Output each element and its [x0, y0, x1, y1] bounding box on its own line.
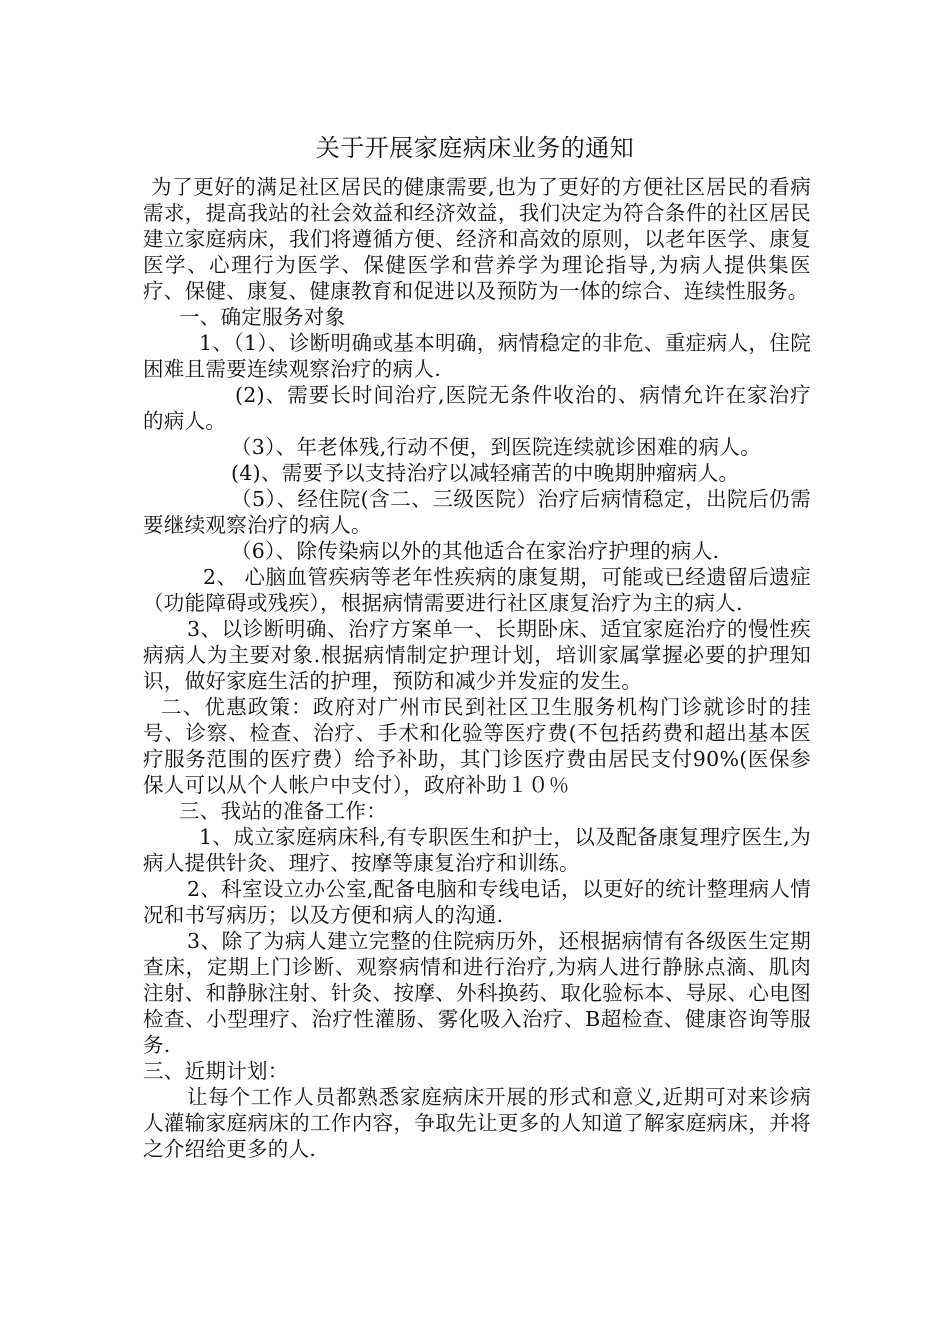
list-item: 2、 心脑血管疾病等老年性疾病的康复期，可能或已经遗留后遗症（功能障碍或残疾），根据病情需要进行社区康复治疗为主的病人. [143, 565, 811, 615]
intro-paragraph: 为了更好的满足社区居民的健康需要,也为了更好的方便社区居民的看病需求，提高我站的社会效益和经济效益，我们决定为符合条件的社区居民建立家庭病床，我们将遵循方便、经济和高效的原则，以老年医学、康复医学、心理行为医学、保健医学和营养学为理论指导,为病人提供集医疗、保健、康复、健康教育和促进以及预防为一体的综合、连续性服务。 [143, 175, 811, 303]
list-item: （3）、年老体残,行动不便，到医院连续就诊困难的病人。 [231, 435, 761, 459]
list-item: (2)、需要长时间治疗,医院无条件收治的、病情允许在家治疗的病人。 [143, 383, 811, 433]
section-heading-service-targets: 一、确定服务对象 [179, 305, 346, 329]
list-item: 3、以诊断明确、治疗方案单一、长期卧床、适宜家庭治疗的慢性疾病病人为主要对象.根据病情制定护理计划，培训家属掌握必要的护理知识，做好家庭生活的护理，预防和减少并发症的发生。 [143, 617, 811, 693]
list-item: 1、（1）、诊断明确或基本明确，病情稳定的非危、重症病人，住院困难且需要连续观察治疗的病人. [143, 331, 811, 381]
section-heading-recent-plan: 三、近期计划： [143, 1059, 289, 1083]
list-item: 3、除了为病人建立完整的住院病历外，还根据病情有各级医生定期查床，定期上门诊断、观察病情和进行治疗,为病人进行静脉点滴、肌肉注射、和静脉注射、针灸、按摩、外科换药、取化验标本、导尿、心电图检查、小型理疗、治疗性灌肠、雾化吸入治疗、B超检查、健康咨询等服务. [143, 929, 811, 1057]
list-item: 1、成立家庭病床科,有专职医生和护士，以及配备康复理疗医生,为病人提供针灸、理疗、按摩等康复治疗和训练。 [143, 825, 811, 875]
list-item: （5）、经住院(含二、三级医院）治疗后病情稳定，出院后仍需要继续观察治疗的病人。 [143, 487, 811, 537]
list-item: (4)、需要予以支持治疗以减轻痛苦的中晚期肿瘤病人。 [231, 461, 740, 485]
list-item: （6）、除传染病以外的其他适合在家治疗护理的病人. [231, 539, 720, 563]
plan-paragraph: 让每个工作人员都熟悉家庭病床开展的形式和意义,近期可对来诊病人灌输家庭病床的工作内容，争取先让更多的人知道了解家庭病床，并将之介绍给更多的人. [143, 1085, 811, 1161]
section-preferential-policy: 二、优惠政策：政府对广州市民到社区卫生服务机构门诊就诊时的挂号、诊察、检查、治疗、手术和化验等医疗费(不包括药费和超出基本医疗服务范围的医疗费）给予补助，其门诊医疗费由居民支付90%(医保参保人可以从个人帐户中支付），政府补助１０％ [143, 695, 811, 797]
list-item: 2、科室设立办公室,配备电脑和专线电话，以更好的统计整理病人情况和书写病历；以及方便和病人的沟通. [143, 877, 811, 927]
document-body [143, 174, 811, 1162]
document-title: 关于开展家庭病床业务的通知 [315, 134, 635, 162]
section-heading-preparation: 三、我站的准备工作： [179, 799, 387, 823]
